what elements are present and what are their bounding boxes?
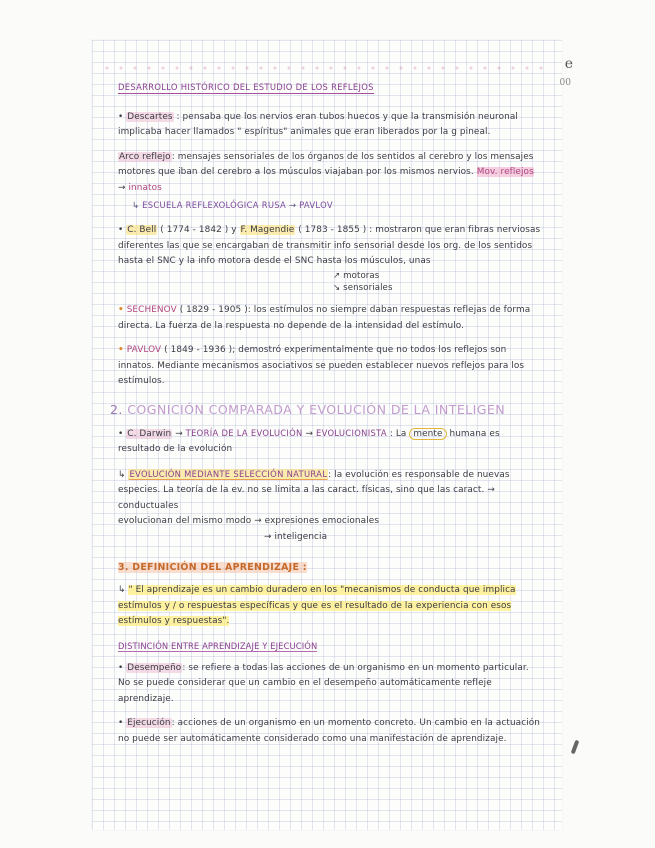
desempeno-name: Desempeño: [127, 662, 182, 673]
arco-reflejo-paragraph: [118, 150, 543, 214]
pavlov-name: PAVLOV: [126, 345, 162, 356]
arrow-icon: →: [118, 182, 126, 193]
item-inteligencia: inteligencia: [274, 532, 328, 543]
bell-dates: ( 1774 - 1842 ): [160, 225, 229, 236]
teoria-evolucion: TEORÍA DE LA EVOLUCIÓN: [185, 427, 303, 438]
escuela-note: [132, 198, 543, 215]
return-arrow-icon: ↳: [118, 585, 126, 596]
section-2-heading: 2. COGNICIÓN COMPARADA Y EVOLUCIÓN DE LA INTELIGEN: [110, 401, 506, 417]
seleccion-tail: evolucionan del mismo modo: [118, 516, 252, 527]
seleccion-natural-label: EVOLUCIÓN MEDIANTE SELECCIÓN NATURAL: [129, 468, 328, 479]
escuela-text: ESCUELA REFLEXOLÓGICA RUSA: [142, 199, 287, 210]
ejecucion-text: : acciones de un organismo en un momento concreto. Un cambio en la actuación no puede ser automáticamente considerado como una manifestación de aprendizaje.: [118, 718, 541, 744]
darwin-paragraph: • C. Darwin → TEORÍA DE LA EVOLUCIÓN → EVOLUCIONISTA : La mente humana es resultado de la evolución: [118, 427, 500, 455]
darwin-text-a: La: [395, 428, 407, 439]
arco-reflejo-text: : mensajes sensoriales de los órganos de los sentidos al cerebro y los mensajes motores que iban del cerebro a los músculos viajaban por los mismos nervios.: [118, 151, 534, 178]
descartes-name: Descartes: [127, 111, 173, 122]
notes-content: [110, 80, 543, 757]
mente-circled: mente: [409, 428, 446, 440]
arrow-icon: →: [254, 516, 262, 527]
pavlov-paragraph: • PAVLOV ( 1849 - 1936 ); demostró experimentalmente que no todos los reflejos son innatos. Mediante mecanismos asociativos se pueden establecer nuevos reflejos para los estímulos.: [118, 345, 525, 387]
item-expresiones: expresiones emocionales: [264, 516, 380, 527]
seleccion-natural-paragraph: [118, 467, 543, 546]
pavlov-dates: ( 1849 - 1936 ): [164, 345, 233, 356]
seleccion-text: : la evolución es responsable de nuevas especies. La teoría de la ev. no se limita a las caract. físicas, sino que las caract.: [118, 469, 510, 496]
page-title: DESARROLLO HISTÓRICO DEL ESTUDIO DE LOS REFLEJOS: [118, 82, 374, 92]
darwin-text-b: humana es resultado de la evolución: [118, 428, 500, 455]
sechenov-paragraph: • SECHENOV ( 1829 - 1905 ): los estímulos no siempre daban respuestas reflejas de forma directa. La fuerza de la respuesta no depende de la intensidad del estímulo.: [118, 304, 531, 331]
desempeno-paragraph: • Desempeño: se refiere a todas las acciones de un organismo en un momento particular. No se puede considerar que un cambio en el desempeño automáticamente refleje aprendizaje.: [118, 662, 529, 704]
pavlov-text: ; demostró experimentalmente que no todos los reflejos son innatos. Mediante mecanismos asociativos se pueden establecer nuevos reflejos para los estímulos.: [118, 345, 525, 387]
descartes-text: : pensaba que los nervios eran tubos huecos y que la transmisión neuronal implicaba hacer llamados " espíritus" animales que eran liberados por la g pineal.: [118, 111, 518, 138]
return-arrow-icon: ↳: [118, 469, 126, 480]
binder-clip-mark: [571, 740, 580, 755]
evolucionista: EVOLUCIONISTA: [316, 427, 387, 438]
sechenov-dates: ( 1829 - 1905 ): [179, 304, 248, 315]
branch-sensoriales: sensoriales: [343, 282, 393, 293]
fiber-types-branch: ↗ motoras ↘ sensoriales: [333, 270, 393, 293]
page-perforation: [100, 62, 550, 74]
ejecucion-name: Ejecución: [127, 718, 171, 729]
definicion-text: " El aprendizaje es un cambio duradero en los "mecanismos de conducta que implica estímulos y / o respuestas específicas y que es el resultado de la experiencia con esos estímulos y respuestas".: [118, 585, 516, 627]
arrow-icon: →: [175, 428, 183, 439]
sechenov-text: : los estímulos no siempre daban respuestas reflejas de forma directa. La fuerza de la respuesta no depende de la intensidad del estímulo.: [118, 304, 531, 331]
arrow-icon: →: [264, 532, 272, 543]
return-arrow-icon: ↳: [132, 200, 140, 211]
magendie-name: F. Magendie: [240, 225, 295, 236]
arrow-icon: →: [487, 485, 495, 496]
colon: :: [389, 428, 393, 439]
definicion-paragraph: [118, 583, 543, 630]
mov-reflejos-highlight: Mov. reflejos: [476, 167, 534, 178]
innatos-label: innatos: [128, 182, 162, 193]
magendie-dates: ( 1783 - 1855 ): [298, 225, 367, 236]
arrow-icon: →: [288, 200, 297, 211]
darwin-name: C. Darwin: [127, 428, 172, 439]
desempeno-text: : se refiere a todas las acciones de un organismo en un momento particular. No se puede considerar que un cambio en el desempeño automáticamente refleje aprendizaje.: [118, 662, 529, 704]
corner-mark-small: 00: [559, 78, 571, 88]
corner-mark: e: [564, 56, 573, 72]
distincion-heading: DISTINCIÓN ENTRE APRENDIZAJE Y EJECUCIÓN: [118, 641, 318, 652]
pavlov-note: PAVLOV: [299, 199, 333, 210]
branch-motoras: motoras: [343, 270, 380, 281]
arco-reflejo-label: Arco reflejo: [119, 151, 171, 162]
conjunction-y: y: [231, 225, 237, 236]
bell-magendie-paragraph: • C. Bell ( 1774 - 1842 ) y F. Magendie ( 1783 - 1855 ) : mostraron que eran fibras nerviosas diferentes las que se encargaban de transmitir info sensorial desde los org. de los sentidos hasta el SNC y la info motora desde el SNC hasta los músculos, unas ↗ motoras ↘ sensoriales: [118, 223, 543, 294]
item-conductuales: conductuales: [118, 500, 179, 511]
sechenov-name: SECHENOV: [126, 304, 177, 315]
descartes-paragraph: • Descartes : pensaba que los nervios eran tubos huecos y que la transmisión neuronal implicaba hacer llamados " espíritus" animales que eran liberados por la g pineal.: [118, 111, 518, 138]
ejecucion-paragraph: • Ejecución: acciones de un organismo en un momento concreto. Un cambio en la actuación no puede ser automáticamente considerado como una manifestación de aprendizaje.: [118, 718, 541, 744]
bell-text: : mostraron que eran fibras nerviosas diferentes las que se encargaban de transmitir info sensorial desde los org. de los sentidos hasta el SNC y la info motora desde el SNC hasta los músculos, unas: [118, 225, 541, 267]
section-3-heading: 3. DEFINICIÓN DEL APRENDIZAJE :: [118, 561, 307, 573]
arrow-icon: →: [305, 428, 314, 439]
bell-name: C. Bell: [127, 225, 157, 236]
